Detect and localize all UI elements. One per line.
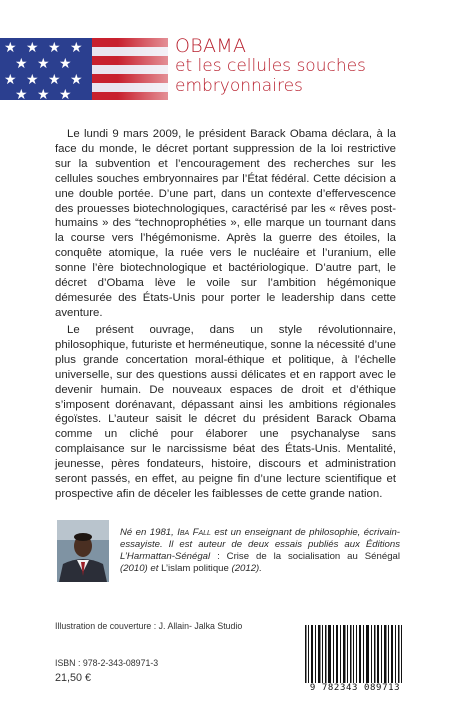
title-line-2: et les cellules souches — [175, 56, 366, 76]
book1-title: : Crise de la socialisation au Sénégal — [217, 551, 400, 562]
book-title — [175, 36, 445, 96]
publisher-name: L’Harmattan-Sénégal — [120, 551, 211, 562]
author-name: Iba Fall — [177, 527, 211, 538]
isbn: ISBN : 978-2-343-08971-3 — [55, 658, 159, 668]
author-photo — [57, 520, 109, 582]
author-bio — [120, 527, 400, 575]
bio-intro: Né en 1981, — [120, 527, 174, 538]
synopsis-paragraph-2 — [55, 323, 396, 502]
title-line-1: OBAMA — [175, 35, 247, 57]
book1-year: (2010) — [120, 563, 148, 574]
bio-connector: et — [150, 563, 159, 574]
book2-year: (2012). — [231, 563, 262, 574]
paragraph-text: Le lundi 9 mars 2009, le président Barack Obama déclara, à la face du monde, le décret portant suppression de la loi restrictive sur la subvention et l’encouragement des recherches sur les cellules souches embryonnaires par l’État fédéral. Cette décision a une double portée. D’une part, dans un contexte d’effervescence des prouesses biotechnologiques, caractérisé par les « rêves post-humains » des “technoprophéties », elle marque un tournant dans la course vers l’hégémonisme. Après la guerre des étoiles, la conquête atomique, la ruée vers le nucléaire et l’uranium, elle sonne l’ère biotechnologique et bactériologique. D’autre part, le décret d’Obama lève le voile sur l’ambition hégémonique démesurée des États-Unis pour porter le leadership dans cette aventure. — [55, 128, 396, 319]
book2-title: L’islam politique — [161, 563, 229, 574]
synopsis-paragraph-1 — [55, 127, 396, 321]
barcode-digits: 9 782343 089713 — [297, 683, 413, 693]
bio-text: est un enseignant de philosophie, écrivain-essayiste. Il est auteur de deux essais publiés aux Éditions — [120, 527, 401, 550]
paragraph-text: Le présent ouvrage, dans un style révolutionnaire, philosophique, futuriste et herméneutique, sonne la nécessité d’une plus grande concertation moral-éthique et politique, à l’échelle universelle, sur des questions aussi délicates et en rapport avec le devenir humain. De nouveaux espaces de droit et d’éthique s’imposent dorénavant, dépassant ainsi les ambitions régionales égoïstes. L’auteur saisit le décret du président Barack Obama comme un cliché pour élaborer une psychanalyse sans complaisance sur le narcissisme béat des États-Unis. Mentalité, jeunesse, pères fondateurs, histoire, discours et administration seront passés, en effet, au peigne fin d’une lecture scientifique et prospective afin de déceler les faiblesses de cette grande nation. — [55, 324, 396, 500]
title-line-3: embryonnaires — [175, 76, 303, 96]
american-flag-image — [0, 38, 168, 100]
price: 21,50 € — [55, 672, 92, 684]
cover-illustration-credit: Illustration de couverture : J. Allain- Jalka Studio — [55, 621, 243, 631]
